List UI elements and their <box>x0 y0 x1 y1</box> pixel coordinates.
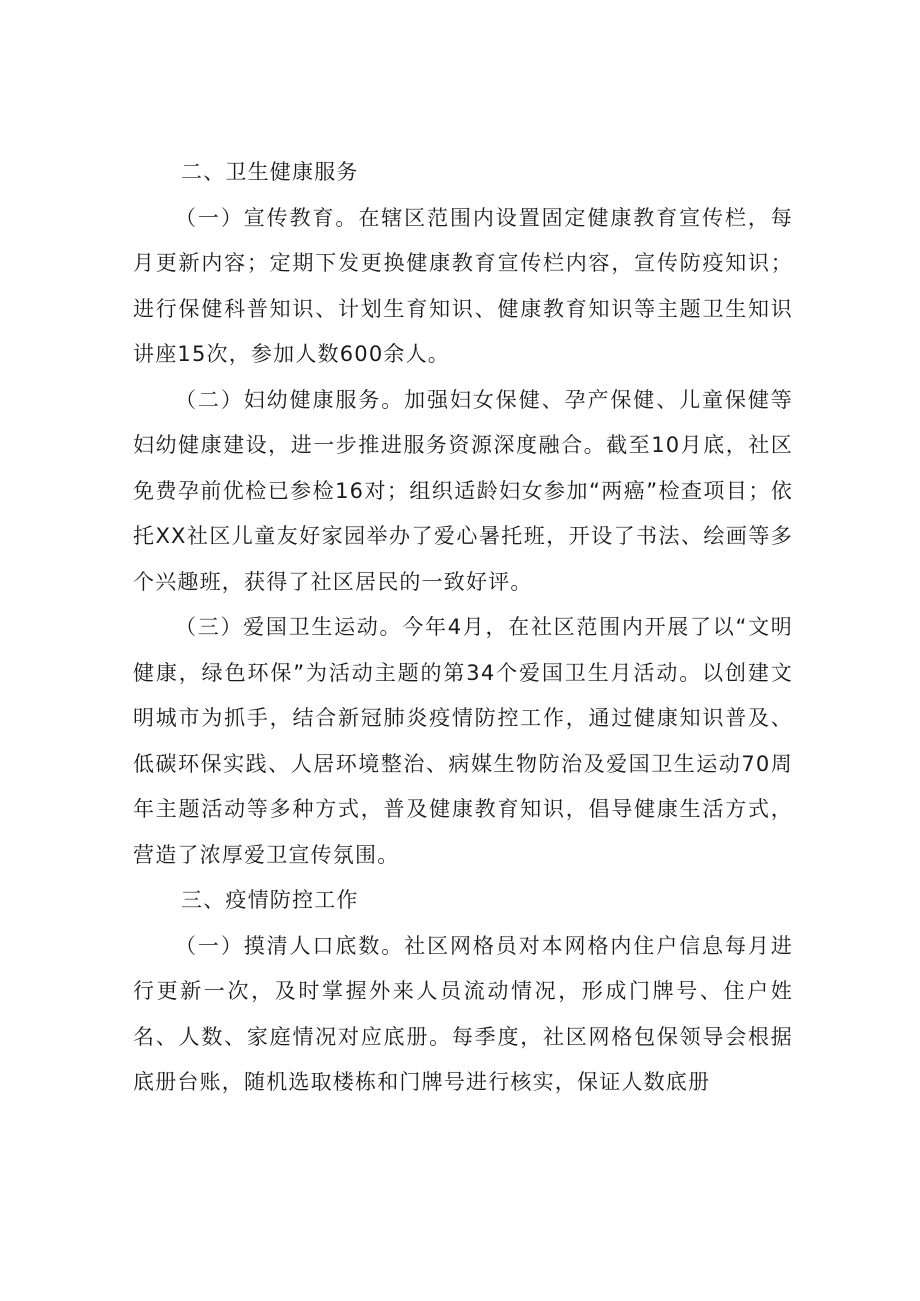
document-body <box>133 150 793 1106</box>
section-heading-health-services: 二、卫生健康服务 <box>181 160 359 184</box>
paragraph-maternal-child-health: （二）妇幼健康服务。加强妇女保健、孕产保健、儿童保健等妇幼健康建设，进一步推进服务资源深度融合。截至10月底，社区免费孕前优检已参检16对；组织适龄妇女参加“两癌”检查项目；依托XX社区儿童友好家园举办了爱心暑托班，开设了书法、绘画等多个兴趣班，获得了社区居民的一致好评。 <box>133 387 793 594</box>
paragraph-publicity-education: （一）宣传教育。在辖区范围内设置固定健康教育宣传栏，每月更新内容；定期下发更换健康教育宣传栏内容，宣传防疫知识；进行保健科普知识、计划生育知识、健康教育知识等主题卫生知识讲座15次，参加人数600余人。 <box>133 205 793 366</box>
section-heading-epidemic-control: 三、疫情防控工作 <box>181 888 359 912</box>
paragraph-patriotic-health-campaign: （三）爱国卫生运动。今年4月，在社区范围内开展了以“文明健康，绿色环保”为活动主题的第34个爱国卫生月活动。以创建文明城市为抓手，结合新冠肺炎疫情防控工作，通过健康知识普及、低碳环保实践、人居环境整治、病媒生物防治及爱国卫生运动70周年主题活动等多种方式，普及健康教育知识，倡导健康生活方式，营造了浓厚爱卫宣传氛围。 <box>133 615 793 867</box>
paragraph-population-census: （一）摸清人口底数。社区网格员对本网格内住户信息每月进行更新一次，及时掌握外来人员流动情况，形成门牌号、住户姓名、人数、家庭情况对应底册。每季度，社区网格包保领导会根据底册台账，随机选取楼栋和门牌号进行核实，保证人数底册 <box>133 933 793 1094</box>
